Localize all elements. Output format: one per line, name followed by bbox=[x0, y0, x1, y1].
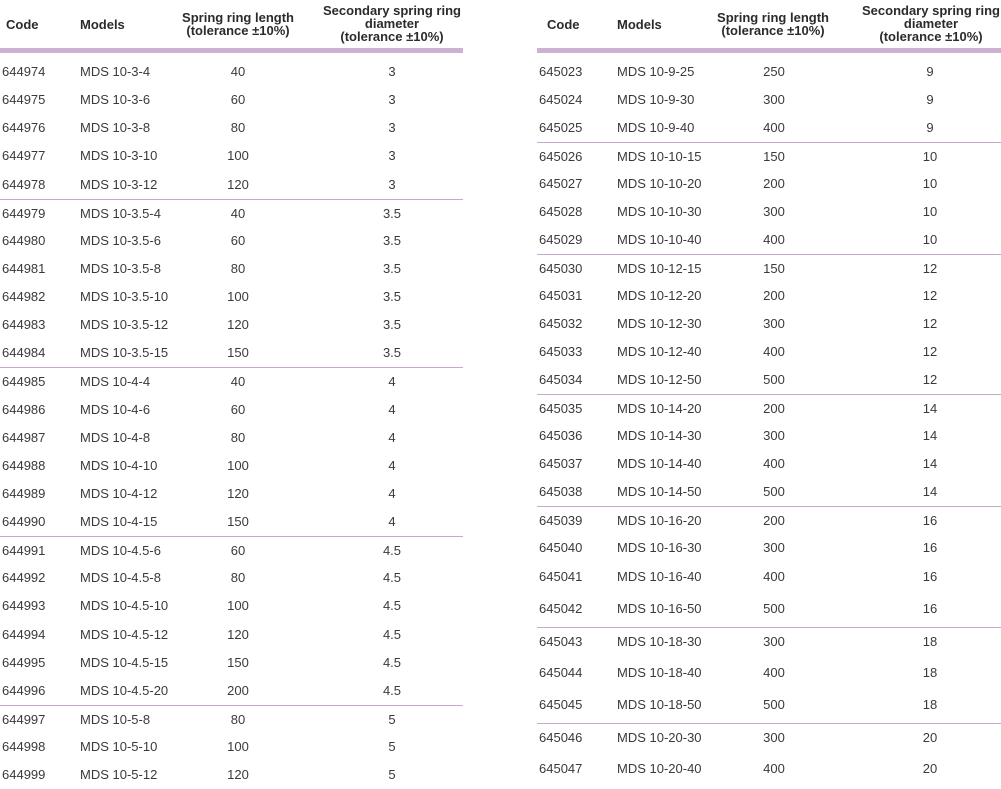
table-row bbox=[537, 86, 1001, 114]
table-row bbox=[537, 595, 1001, 623]
cell-diameter: 18 bbox=[922, 665, 938, 680]
cell-diameter: 3 bbox=[388, 92, 396, 108]
cell-length: 400 bbox=[763, 232, 785, 247]
cell-length: 400 bbox=[763, 344, 785, 359]
cell-code: 644979 bbox=[2, 205, 46, 221]
header-secondary-diameter: Secondary spring ring diameter (tolerance ±10%) bbox=[862, 3, 1000, 44]
cell-length: 80 bbox=[230, 120, 246, 136]
cell-model: MDS 10-3.5-4 bbox=[80, 205, 161, 221]
cell-length: 150 bbox=[227, 654, 249, 670]
cell-model: MDS 10-12-15 bbox=[617, 261, 702, 276]
cell-model: MDS 10-10-20 bbox=[617, 176, 702, 191]
table-row bbox=[0, 227, 463, 255]
cell-length: 200 bbox=[763, 176, 785, 191]
cell-diameter: 10 bbox=[922, 176, 938, 191]
cell-length: 100 bbox=[227, 457, 249, 473]
cell-model: MDS 10-3-4 bbox=[80, 64, 151, 79]
table-row bbox=[0, 58, 463, 86]
cell-model: MDS 10-14-40 bbox=[617, 456, 702, 471]
cell-model: MDS 10-3.5-10 bbox=[80, 289, 169, 305]
cell-model: MDS 10-20-30 bbox=[617, 730, 702, 745]
cell-model: MDS 10-3.5-8 bbox=[80, 260, 161, 276]
cell-code: 644992 bbox=[2, 570, 46, 586]
cell-length: 300 bbox=[763, 730, 785, 745]
cell-code: 645047 bbox=[539, 761, 583, 776]
cell-length: 500 bbox=[763, 372, 785, 387]
cell-length: 100 bbox=[227, 289, 249, 305]
cell-length: 100 bbox=[227, 148, 249, 164]
cell-length: 60 bbox=[230, 543, 246, 559]
cell-code: 645039 bbox=[539, 513, 583, 528]
cell-length: 300 bbox=[763, 92, 785, 107]
cell-model: MDS 10-10-15 bbox=[617, 149, 702, 164]
cell-model: MDS 10-14-30 bbox=[617, 428, 702, 443]
cell-diameter: 10 bbox=[922, 149, 938, 164]
header-spring-length: Spring ring length (tolerance ±10%) bbox=[717, 10, 829, 38]
table-row bbox=[0, 255, 463, 283]
cell-length: 400 bbox=[763, 761, 785, 776]
cell-diameter: 4.5 bbox=[382, 682, 402, 698]
cell-model: MDS 10-3.5-12 bbox=[80, 317, 169, 333]
table-row bbox=[0, 142, 463, 170]
table-row bbox=[537, 563, 1001, 591]
cell-code: 645037 bbox=[539, 456, 583, 471]
cell-code: 645046 bbox=[539, 730, 583, 745]
cell-diameter: 10 bbox=[922, 232, 938, 247]
cell-code: 645024 bbox=[539, 92, 583, 107]
table-header bbox=[0, 0, 463, 53]
cell-code: 644986 bbox=[2, 401, 46, 417]
table-row bbox=[537, 627, 1001, 656]
table-row bbox=[0, 761, 463, 789]
cell-length: 40 bbox=[230, 374, 246, 390]
cell-diameter: 4 bbox=[388, 457, 396, 473]
cell-diameter: 14 bbox=[922, 484, 938, 499]
cell-length: 80 bbox=[230, 260, 246, 276]
cell-diameter: 4 bbox=[388, 401, 396, 417]
cell-code: 645026 bbox=[539, 149, 583, 164]
cell-length: 60 bbox=[230, 92, 246, 108]
cell-diameter: 4 bbox=[388, 514, 396, 530]
cell-code: 645045 bbox=[539, 697, 583, 712]
cell-diameter: 3 bbox=[388, 176, 396, 192]
cell-length: 500 bbox=[763, 697, 785, 712]
cell-diameter: 5 bbox=[388, 767, 396, 783]
cell-code: 645038 bbox=[539, 484, 583, 499]
cell-diameter: 3.5 bbox=[382, 260, 402, 276]
table-row bbox=[537, 366, 1001, 394]
cell-model: MDS 10-16-20 bbox=[617, 513, 702, 528]
cell-diameter: 5 bbox=[388, 711, 396, 727]
table-row bbox=[537, 506, 1001, 535]
cell-code: 644989 bbox=[2, 485, 46, 501]
table-row bbox=[0, 114, 463, 142]
cell-length: 400 bbox=[763, 456, 785, 471]
cell-code: 644988 bbox=[2, 457, 46, 473]
cell-model: MDS 10-4-15 bbox=[80, 514, 158, 530]
cell-code: 645043 bbox=[539, 634, 583, 649]
cell-model: MDS 10-4-10 bbox=[80, 457, 158, 473]
cell-diameter: 3.5 bbox=[382, 205, 402, 221]
header-code: Code bbox=[547, 17, 580, 32]
header-spring-length: Spring ring length (tolerance ±10%) bbox=[182, 10, 294, 38]
cell-model: MDS 10-3-6 bbox=[80, 92, 151, 108]
cell-model: MDS 10-16-30 bbox=[617, 540, 702, 555]
cell-diameter: 3.5 bbox=[382, 345, 402, 361]
cell-code: 645031 bbox=[539, 288, 583, 303]
cell-code: 645023 bbox=[539, 64, 583, 79]
cell-model: MDS 10-3.5-15 bbox=[80, 345, 169, 361]
cell-diameter: 16 bbox=[922, 569, 938, 584]
cell-diameter: 9 bbox=[926, 92, 934, 107]
cell-code: 644982 bbox=[2, 289, 46, 305]
cell-length: 120 bbox=[227, 485, 249, 501]
cell-length: 500 bbox=[763, 601, 785, 616]
cell-code: 644993 bbox=[2, 598, 46, 614]
cell-code: 644984 bbox=[2, 345, 46, 361]
cell-code: 644996 bbox=[2, 682, 46, 698]
cell-length: 300 bbox=[763, 540, 785, 555]
table-row bbox=[537, 450, 1001, 478]
cell-code: 645032 bbox=[539, 316, 583, 331]
table-header bbox=[537, 0, 1001, 53]
cell-code: 644985 bbox=[2, 374, 46, 390]
cell-diameter: 20 bbox=[922, 761, 938, 776]
cell-model: MDS 10-12-20 bbox=[617, 288, 702, 303]
cell-model: MDS 10-4.5-8 bbox=[80, 570, 161, 586]
cell-length: 300 bbox=[763, 428, 785, 443]
cell-model: MDS 10-10-30 bbox=[617, 204, 702, 219]
cell-diameter: 4.5 bbox=[382, 570, 402, 586]
cell-diameter: 5 bbox=[388, 739, 396, 755]
cell-code: 644994 bbox=[2, 626, 46, 642]
cell-model: MDS 10-4.5-12 bbox=[80, 626, 169, 642]
cell-code: 644997 bbox=[2, 711, 46, 727]
cell-model: MDS 10-12-40 bbox=[617, 344, 702, 359]
cell-diameter: 16 bbox=[922, 540, 938, 555]
cell-length: 120 bbox=[227, 767, 249, 783]
cell-model: MDS 10-12-30 bbox=[617, 316, 702, 331]
cell-model: MDS 10-3-12 bbox=[80, 176, 158, 192]
header-models: Models bbox=[617, 17, 662, 32]
cell-code: 645042 bbox=[539, 601, 583, 616]
cell-code: 644995 bbox=[2, 654, 46, 670]
cell-model: MDS 10-9-40 bbox=[617, 120, 695, 135]
cell-length: 300 bbox=[763, 634, 785, 649]
cell-model: MDS 10-5-8 bbox=[80, 711, 151, 727]
cell-model: MDS 10-18-30 bbox=[617, 634, 702, 649]
header-models: Models bbox=[80, 17, 125, 32]
table-row bbox=[0, 480, 463, 508]
table-row bbox=[537, 282, 1001, 310]
cell-code: 645029 bbox=[539, 232, 583, 247]
cell-model: MDS 10-18-40 bbox=[617, 665, 702, 680]
table-row bbox=[0, 564, 463, 592]
cell-length: 200 bbox=[227, 682, 249, 698]
cell-code: 645044 bbox=[539, 665, 583, 680]
header-secondary-diameter: Secondary spring ring diameter (tolerance ±10%) bbox=[323, 3, 461, 44]
table-row bbox=[0, 199, 463, 228]
cell-code: 645033 bbox=[539, 344, 583, 359]
cell-code: 645030 bbox=[539, 261, 583, 276]
table-row bbox=[537, 691, 1001, 719]
cell-code: 644977 bbox=[2, 148, 46, 164]
cell-diameter: 18 bbox=[922, 697, 938, 712]
cell-model: MDS 10-4.5-10 bbox=[80, 598, 169, 614]
cell-code: 644999 bbox=[2, 767, 46, 783]
cell-length: 300 bbox=[763, 204, 785, 219]
cell-model: MDS 10-3-8 bbox=[80, 120, 151, 136]
cell-diameter: 4.5 bbox=[382, 654, 402, 670]
cell-model: MDS 10-20-40 bbox=[617, 761, 702, 776]
cell-length: 150 bbox=[763, 149, 785, 164]
cell-code: 645041 bbox=[539, 569, 583, 584]
cell-length: 80 bbox=[230, 711, 246, 727]
cell-length: 400 bbox=[763, 665, 785, 680]
cell-diameter: 4.5 bbox=[382, 598, 402, 614]
cell-diameter: 3.5 bbox=[382, 232, 402, 248]
cell-length: 400 bbox=[763, 120, 785, 135]
cell-diameter: 3.5 bbox=[382, 317, 402, 333]
cell-diameter: 12 bbox=[922, 316, 938, 331]
cell-diameter: 4.5 bbox=[382, 626, 402, 642]
cell-code: 645027 bbox=[539, 176, 583, 191]
cell-length: 200 bbox=[763, 401, 785, 416]
cell-code: 645035 bbox=[539, 401, 583, 416]
cell-code: 644976 bbox=[2, 120, 46, 136]
cell-diameter: 18 bbox=[922, 634, 938, 649]
table-row bbox=[0, 621, 463, 649]
cell-diameter: 3.5 bbox=[382, 289, 402, 305]
cell-model: MDS 10-16-40 bbox=[617, 569, 702, 584]
cell-code: 644974 bbox=[2, 64, 46, 79]
cell-diameter: 12 bbox=[922, 288, 938, 303]
cell-model: MDS 10-14-50 bbox=[617, 484, 702, 499]
cell-code: 644990 bbox=[2, 514, 46, 530]
table-row bbox=[537, 142, 1001, 171]
cell-length: 150 bbox=[227, 345, 249, 361]
cell-length: 150 bbox=[227, 514, 249, 530]
cell-diameter: 4 bbox=[388, 374, 396, 390]
cell-diameter: 12 bbox=[922, 344, 938, 359]
cell-code: 644991 bbox=[2, 543, 46, 559]
cell-model: MDS 10-4-4 bbox=[80, 374, 151, 390]
cell-code: 644981 bbox=[2, 260, 46, 276]
table-row bbox=[0, 452, 463, 480]
table-row bbox=[0, 677, 463, 705]
table-row bbox=[0, 396, 463, 424]
cell-code: 644980 bbox=[2, 232, 46, 248]
cell-diameter: 16 bbox=[922, 513, 938, 528]
cell-code: 644987 bbox=[2, 429, 46, 445]
table-row bbox=[0, 592, 463, 620]
cell-length: 100 bbox=[227, 598, 249, 614]
cell-diameter: 9 bbox=[926, 64, 934, 79]
table-row bbox=[537, 659, 1001, 687]
cell-model: MDS 10-4-6 bbox=[80, 401, 151, 417]
table-row bbox=[537, 254, 1001, 283]
cell-model: MDS 10-4-12 bbox=[80, 485, 158, 501]
cell-model: MDS 10-14-20 bbox=[617, 401, 702, 416]
cell-length: 120 bbox=[227, 317, 249, 333]
table-row bbox=[537, 755, 1001, 783]
cell-code: 644998 bbox=[2, 739, 46, 755]
cell-diameter: 4.5 bbox=[382, 543, 402, 559]
cell-diameter: 20 bbox=[922, 730, 938, 745]
table-row bbox=[537, 310, 1001, 338]
table-row bbox=[537, 170, 1001, 198]
cell-length: 400 bbox=[763, 569, 785, 584]
cell-code: 645025 bbox=[539, 120, 583, 135]
cell-code: 645028 bbox=[539, 204, 583, 219]
cell-diameter: 14 bbox=[922, 401, 938, 416]
table-row bbox=[0, 705, 463, 734]
cell-code: 644983 bbox=[2, 317, 46, 333]
cell-length: 500 bbox=[763, 484, 785, 499]
table-row bbox=[0, 171, 463, 199]
cell-length: 40 bbox=[230, 205, 246, 221]
cell-diameter: 10 bbox=[922, 204, 938, 219]
table-row bbox=[0, 367, 463, 396]
cell-diameter: 12 bbox=[922, 372, 938, 387]
table-row bbox=[0, 508, 463, 536]
table-row bbox=[0, 733, 463, 761]
table-row bbox=[0, 424, 463, 452]
cell-diameter: 4 bbox=[388, 485, 396, 501]
cell-length: 100 bbox=[227, 739, 249, 755]
cell-diameter: 3 bbox=[388, 120, 396, 136]
cell-code: 645034 bbox=[539, 372, 583, 387]
cell-model: MDS 10-4.5-6 bbox=[80, 543, 161, 559]
cell-diameter: 3 bbox=[388, 148, 396, 164]
table-row bbox=[537, 422, 1001, 450]
table-row bbox=[537, 534, 1001, 562]
cell-code: 644978 bbox=[2, 176, 46, 192]
table-row bbox=[537, 338, 1001, 366]
cell-length: 120 bbox=[227, 626, 249, 642]
table-row bbox=[537, 394, 1001, 423]
table-row bbox=[0, 283, 463, 311]
cell-model: MDS 10-12-50 bbox=[617, 372, 702, 387]
cell-code: 645040 bbox=[539, 540, 583, 555]
cell-model: MDS 10-4-8 bbox=[80, 429, 151, 445]
cell-length: 200 bbox=[763, 513, 785, 528]
cell-model: MDS 10-4.5-20 bbox=[80, 682, 169, 698]
cell-model: MDS 10-3.5-6 bbox=[80, 232, 161, 248]
cell-model: MDS 10-9-30 bbox=[617, 92, 695, 107]
table-row bbox=[0, 536, 463, 565]
cell-length: 40 bbox=[230, 64, 246, 79]
table-row bbox=[0, 86, 463, 114]
cell-diameter: 4 bbox=[388, 429, 396, 445]
header-code: Code bbox=[6, 17, 39, 32]
cell-model: MDS 10-10-40 bbox=[617, 232, 702, 247]
cell-length: 120 bbox=[227, 176, 249, 192]
cell-diameter: 14 bbox=[922, 456, 938, 471]
table-row bbox=[0, 649, 463, 677]
cell-code: 644975 bbox=[2, 92, 46, 108]
cell-model: MDS 10-5-12 bbox=[80, 767, 158, 783]
cell-model: MDS 10-9-25 bbox=[617, 64, 695, 79]
cell-model: MDS 10-18-50 bbox=[617, 697, 702, 712]
cell-model: MDS 10-4.5-15 bbox=[80, 654, 169, 670]
cell-diameter: 3 bbox=[388, 64, 396, 79]
cell-model: MDS 10-16-50 bbox=[617, 601, 702, 616]
table-row bbox=[537, 226, 1001, 254]
cell-length: 80 bbox=[230, 570, 246, 586]
cell-diameter: 16 bbox=[922, 601, 938, 616]
table-row bbox=[537, 723, 1001, 752]
cell-diameter: 9 bbox=[926, 120, 934, 135]
cell-length: 250 bbox=[763, 64, 785, 79]
cell-model: MDS 10-5-10 bbox=[80, 739, 158, 755]
cell-length: 200 bbox=[763, 288, 785, 303]
cell-length: 80 bbox=[230, 429, 246, 445]
cell-length: 150 bbox=[763, 261, 785, 276]
table-row bbox=[537, 58, 1001, 86]
cell-diameter: 12 bbox=[922, 261, 938, 276]
cell-length: 60 bbox=[230, 401, 246, 417]
cell-diameter: 14 bbox=[922, 428, 938, 443]
table-row bbox=[0, 339, 463, 367]
cell-length: 300 bbox=[763, 316, 785, 331]
cell-model: MDS 10-3-10 bbox=[80, 148, 158, 164]
cell-code: 645036 bbox=[539, 428, 583, 443]
cell-length: 60 bbox=[230, 232, 246, 248]
table-row bbox=[0, 311, 463, 339]
table-row bbox=[537, 478, 1001, 506]
table-row bbox=[537, 114, 1001, 142]
table-row bbox=[537, 198, 1001, 226]
